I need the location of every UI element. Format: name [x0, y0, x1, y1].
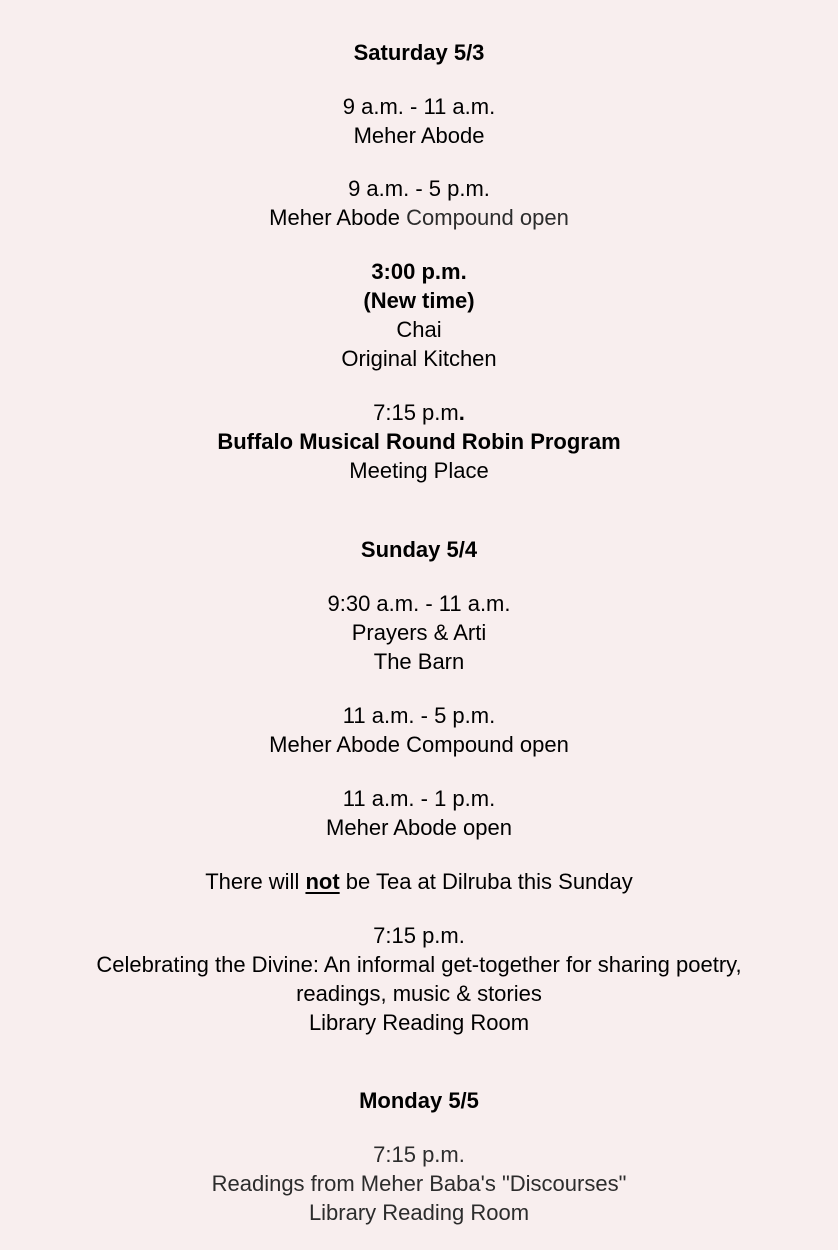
event-time: 7:15 p.m.: [373, 1142, 465, 1167]
event-time: [0, 398, 838, 427]
event-time: 7:15 p.m.: [373, 923, 465, 948]
event-place: Library Reading Room: [308, 1010, 530, 1035]
event-time: 11 a.m. - 1 p.m.: [342, 786, 496, 811]
event-time: 9:30 a.m. - 11 a.m.: [327, 591, 511, 616]
notice-part: There will: [205, 869, 306, 894]
event-title: Readings from Meher Baba's "Discourses": [211, 1171, 627, 1196]
day-heading-monday: Monday 5/5: [359, 1088, 479, 1113]
event-note: (New time): [363, 288, 475, 313]
notice-emphasis: not: [305, 869, 340, 894]
event-place: Meeting Place: [349, 458, 489, 483]
day-heading-saturday: Saturday 5/3: [353, 40, 485, 65]
event-place-part: Compound open: [406, 205, 569, 230]
event-title: Prayers & Arti: [351, 620, 487, 645]
event-time-part: .: [458, 400, 465, 425]
notice-no-tea: [0, 867, 838, 896]
event-place: Library Reading Room: [308, 1200, 530, 1225]
event-time: 3:00 p.m.: [371, 259, 467, 284]
event-time: 9 a.m. - 5 p.m.: [348, 176, 490, 201]
event-place: Meher Abode Compound open: [269, 732, 569, 757]
event-title: readings, music & stories: [296, 981, 542, 1006]
day-heading-sunday: Sunday 5/4: [360, 537, 478, 562]
event-place-part: Meher Abode: [269, 205, 407, 230]
event-place: Original Kitchen: [341, 346, 497, 371]
event-title: Chai: [396, 317, 442, 342]
event-place: Meher Abode: [353, 123, 485, 148]
event-title: Buffalo Musical Round Robin Program: [217, 429, 621, 454]
event-time: 9 a.m. - 11 a.m.: [342, 94, 496, 119]
event-time-part: 7:15 p.m: [373, 400, 459, 425]
event-time: 11 a.m. - 5 p.m.: [342, 703, 496, 728]
event-title: Celebrating the Divine: An informal get-together for sharing poetry,: [96, 952, 742, 977]
notice-part: be Tea at Dilruba this Sunday: [339, 869, 633, 894]
event-place: [0, 203, 838, 232]
event-place: The Barn: [373, 649, 465, 674]
event-place: Meher Abode open: [326, 815, 512, 840]
